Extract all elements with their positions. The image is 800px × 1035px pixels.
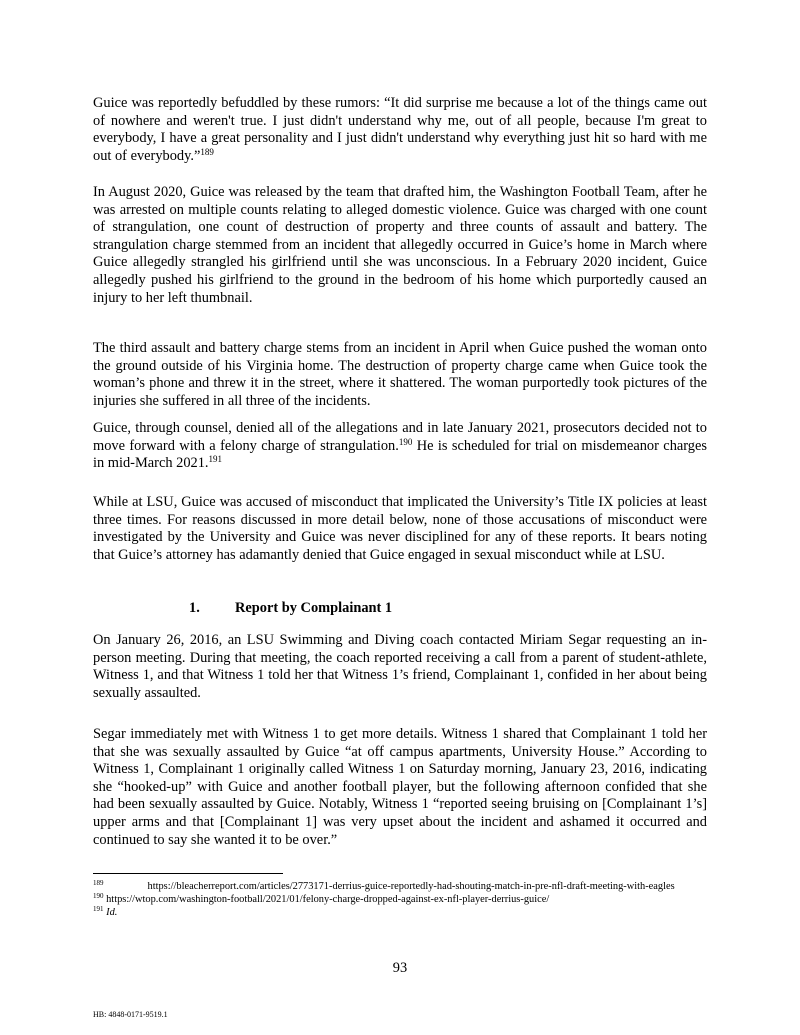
footnote-link[interactable]: https://wtop.com/washington-football/2021/01/felony-charge-dropped-against-ex-nfl-player-derrius-guice/	[106, 894, 550, 905]
paragraph-title-ix: While at LSU, Guice was accused of misconduct that implicated the University’s Title IX policies at least three times. For reasons discussed in more detail below, none of those accusations of misconduct were investigated by the University and Guice was never disciplined for any of these reports. It bears noting that Guice’s attorney has adamantly denied that Guice engaged in sexual misconduct while at LSU.	[93, 494, 707, 563]
paragraph-witness-meeting: Segar immediately met with Witness 1 to get more details. Witness 1 shared that Complainant 1 told her that she was sexually assaulted by Guice “at off campus apartments, University House.” According to Witness 1, Complainant 1 originally called Witness 1 on Saturday morning, January 23, 2016, indicating she “hooked-up” with Guice and another football player, but the following afternoon confided that she had been sexually assaulted by Guice. Notably, Witness 1 “reported seeing bruising on [Complainant 1’s] upper arms and that [Complainant 1] was very upset about the incident and ashamed it occurred and continued to say she wanted it to be over.”	[93, 726, 707, 848]
footnote-link[interactable]: https://bleacherreport.com/articles/2773171-derrius-guice-reportedly-had-shouting-match-in-pre-nfl-draft-meeting-with-eagles	[147, 881, 675, 892]
section-number: 1.	[189, 600, 200, 616]
footnote-divider	[93, 873, 283, 874]
paragraph-counsel-denial: Guice, through counsel, denied all of the allegations and in late January 2021, prosecutors decided not to move forward with a felony charge of strangulation.$^{190}$ He is scheduled for trial on misdemeanor charges in mid-March 2021.$^{191}$	[93, 420, 707, 472]
footnote-ref-191[interactable]: 191	[208, 454, 223, 465]
section-title: Report by Complainant 1	[235, 600, 393, 616]
paragraph-complainant-report: On January 26, 2016, an LSU Swimming and Diving coach contacted Miriam Segar requesting an in-person meeting. During that meeting, the coach reported receiving a call from a parent of student-athlete, Witness 1, and that Witness 1 told her that Witness 1’s friend, Complainant 1, confided in her about being sexually assaulted.	[93, 632, 707, 701]
footnotes	[93, 880, 707, 919]
footnote-189: $^{189}$ https://bleacherreport.com/articles/2773171-derrius-guice-reportedly-had-shouting-match-in-pre-nfl-draft-meeting-with-eagles	[93, 879, 675, 892]
section-heading	[189, 600, 392, 618]
page-number: 93	[392, 960, 408, 976]
paragraph-release: In August 2020, Guice was released by the team that drafted him, the Washington Football Team, after he was arrested on multiple counts relating to alleged domestic violence. Guice was charged with one count of strangulation, one count of destruction of property and three counts of assault and battery. The strangulation charge stemmed from an incident that allegedly occurred in Guice’s home in March where Guice allegedly strangled his girlfriend until she was unconscious. In a February 2020 incident, Guice allegedly pushed his girlfriend to the ground in the bedroom of his home which purportedly caused an injury to her left thumbnail.	[93, 184, 707, 306]
footnote-ref-189[interactable]: 189	[200, 146, 214, 157]
footnote-190: $^{190}$ https://wtop.com/washington-football/2021/01/felony-charge-dropped-against-ex-nfl-player-derrius-guice/	[93, 892, 550, 905]
footnote-191: $^{191}$ Id.	[93, 905, 118, 918]
document-id: HB: 4848-0171-9519.1	[93, 1010, 168, 1019]
paragraph-rumors: Guice was reportedly befuddled by these rumors: “It did surprise me because a lot of the things came out of nowhere and weren't true. I just didn't understand why me, out of all people, because I'm great to everybody, I have a great personality and I just didn't understand why everything just hit so hard with me out of everybody.”$^{189}$	[93, 95, 707, 164]
footnote-ref-190[interactable]: 190	[398, 436, 413, 447]
paragraph-third-charge: The third assault and battery charge stems from an incident in April when Guice pushed the woman onto the ground outside of his Virginia home. The destruction of property charge came when Guice took the woman’s phone and threw it in the street, where it shattered. The woman purportedly took pictures of the injuries she suffered in all three of the incidents.	[93, 340, 707, 409]
